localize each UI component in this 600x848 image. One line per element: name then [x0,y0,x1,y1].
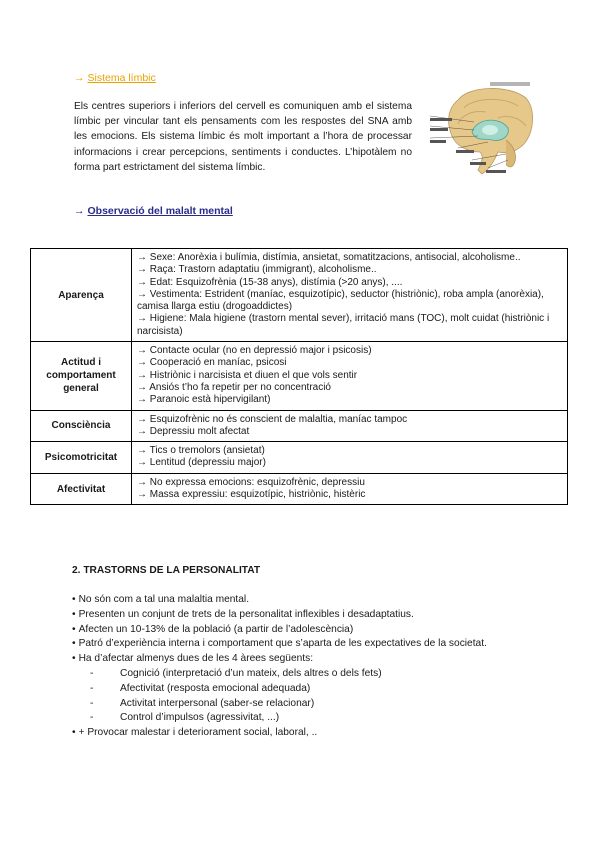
limbic-heading-link[interactable] [74,72,156,84]
arrow-right-icon: → [74,72,85,84]
bullet-icon: • [72,653,76,665]
dash-icon: - [90,667,94,679]
bullet-icon: • [72,594,76,605]
list-item [72,593,562,608]
list-item [72,623,562,638]
sub-list-item-text: Afectivitat (resposta emocional adequada) [120,682,311,694]
list-item [72,608,562,623]
list-item-text: Afecten un 10-13% de la població (a partir de l’adolescència) [78,623,354,635]
list-item-text: Presenten un conjunt de trets de la personalitat inflexibles i desadaptatius. [78,608,414,620]
row-details [132,473,568,505]
sub-list-item-text: Control d’impulsos (agressivitat, ...) [120,712,280,724]
detail-line: → Esquizofrènic no és conscient de malaltia, maníac tampoc [137,413,408,425]
observation-heading-link[interactable] [74,205,233,217]
list-item [72,652,562,667]
list-item [72,726,562,741]
limbic-heading-text: Sistema límbic [87,72,156,84]
arrow-right-icon: → [74,205,85,217]
limbic-paragraph: Els centres superiors i inferiors del cervell es comuniquen amb el sistema límbic per vincular tant els pensaments com les respostes del SNA amb les emocions. Els sistema límbic és molt important a l’hora de processar informacions i crear percepcions, sentiments i conductes. L’hipotàlem no forma part estrictament del sistema límbic. [74,101,412,173]
table-row [31,342,568,410]
detail-line: → Paranoic està hipervigilant) [137,394,271,406]
row-category: Actitud i comportament general [31,342,132,410]
bullet-icon: • [72,608,76,620]
dash-icon: - [90,712,94,724]
detail-line: → Massa expressiu: esquizotípic, histriònic, histèric [137,489,366,501]
personality-list [72,593,562,741]
table-row [31,410,568,442]
sub-list-item-text: Cognició (interpretació d’un mateix, dels altres o dels fets) [120,667,382,679]
detail-line: → Higiene: Mala higiene (trastorn mental sever), irritació mans (TOC), molt cuidat (histriònic i narcisista) [137,313,550,337]
sub-list-item [72,667,562,682]
list-item-text: Ha d’afectar almenys dues de les 4 àrees següents: [78,653,314,665]
table-row [31,442,568,474]
section-title: 2. TRASTORNS DE LA PERSONALITAT [72,565,261,576]
detail-line: → Depressiu molt afectat [137,425,250,437]
detail-line: → Ansiós t’ho fa repetir per no concentració [137,381,331,393]
observation-heading-text: Observació del malalt mental [87,205,233,217]
brain-limbic-illustration [428,80,538,180]
bullet-icon: • [72,638,76,650]
dash-icon: - [90,682,94,694]
row-category: Psicomotricitat [31,442,132,474]
detail-line: → Histriònic i narcisista et diuen el que vols sentir [137,369,358,381]
detail-line: → Vestimenta: Estrident (maníac, esquizotípic), seductor (histriònic), roba ampla (anorèxia), camisa llarga estiu (drogoaddictes) [137,288,544,313]
bullet-icon: • [72,623,76,635]
detail-line: → No expressa emocions: esquizofrènic, depressiu [137,476,365,488]
row-details [132,410,568,442]
table-row [31,473,568,505]
observation-table [30,248,568,505]
list-item-text: Patró d’experiència interna i comportament que s’aparta de les expectatives de la societat. [78,638,487,650]
sub-list-item [72,697,562,712]
sub-list-item [72,711,562,726]
detail-line: → Tics o tremolors (ansietat) [137,445,265,457]
bullet-icon: • [72,727,76,739]
detail-line: → Raça: Trastorn adaptatiu (immigrant), alcoholisme.. [137,264,377,276]
list-item [72,637,562,652]
row-details [132,342,568,410]
table-row [31,249,568,342]
sub-list-item [72,682,562,697]
row-details [132,249,568,342]
detail-line: → Cooperació en maníac, psicosi [137,357,287,369]
sub-list-item-text: Activitat interpersonal (saber-se relacionar) [120,697,315,709]
detail-line: → Sexe: Anorèxia i bulímia, distímia, ansietat, somatitzacions, antisocial, alcoholisme.. [137,252,521,263]
detail-line: → Lentitud (depressiu major) [137,457,266,469]
detail-line: → Contacte ocular (no en depressió major i psicosis) [137,345,372,357]
list-item-text: + Provocar malestar i deteriorament social, laboral, .. [78,727,318,739]
detail-line: → Edat: Esquizofrènia (15-38 anys), distímia (>20 anys), .... [137,276,403,288]
row-category: Aparença [31,249,132,342]
row-category: Consciència [31,410,132,442]
list-item-text: No són com a tal una malaltia mental. [78,594,250,605]
row-category: Afectivitat [31,473,132,505]
row-details [132,442,568,474]
dash-icon: - [90,697,94,709]
